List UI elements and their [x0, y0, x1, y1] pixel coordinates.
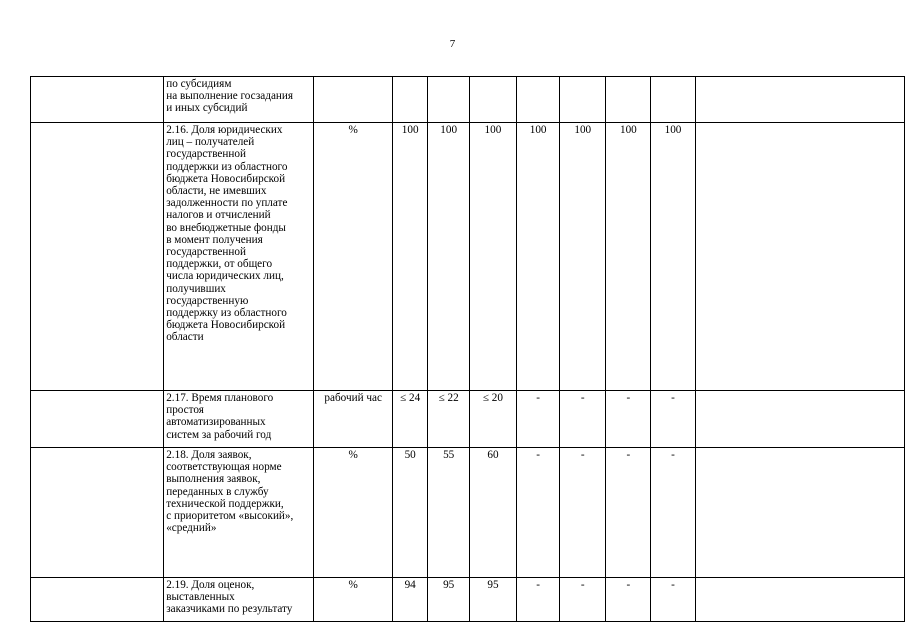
unit-cell — [314, 77, 392, 123]
indicators-table — [30, 76, 905, 622]
table-row — [31, 77, 905, 123]
value-cell: 100 — [560, 123, 606, 391]
unit-cell: % — [314, 448, 392, 578]
indicator-name-cell: 2.18. Доля заявок, соответствующая норме выполнения заявок, переданных в службу технической поддержки, с приоритетом «высокий», «средний» — [164, 448, 314, 578]
value-cell: 95 — [428, 578, 469, 622]
page-number: 7 — [449, 38, 456, 50]
value-cell: - — [606, 578, 651, 622]
indicator-name-cell: 2.19. Доля оценок, выставленных заказчиками по результату — [164, 578, 314, 622]
unit-cell: рабочий час — [314, 391, 392, 448]
note-cell — [695, 448, 904, 578]
value-cell — [651, 77, 695, 123]
row-number-cell — [31, 391, 164, 448]
value-cell: - — [651, 578, 695, 622]
note-cell — [695, 77, 904, 123]
value-cell: - — [517, 448, 560, 578]
table-row — [31, 391, 905, 448]
value-cell: - — [517, 391, 560, 448]
value-cell: 95 — [469, 578, 516, 622]
indicator-name-cell: 2.17. Время планового простоя автоматизированных систем за рабочий год — [164, 391, 314, 448]
value-cell: - — [517, 578, 560, 622]
unit-cell: % — [314, 123, 392, 391]
value-cell: 100 — [469, 123, 516, 391]
value-cell: 55 — [428, 448, 469, 578]
value-cell: 100 — [606, 123, 651, 391]
table-row — [31, 578, 905, 622]
row-number-cell — [31, 578, 164, 622]
value-cell: ≤ 22 — [428, 391, 469, 448]
value-cell: ≤ 24 — [392, 391, 428, 448]
note-cell — [695, 123, 904, 391]
value-cell — [606, 77, 651, 123]
table-row — [31, 448, 905, 578]
value-cell: - — [606, 391, 651, 448]
table-row — [31, 123, 905, 391]
value-cell: 94 — [392, 578, 428, 622]
value-cell — [560, 77, 606, 123]
value-cell: 100 — [651, 123, 695, 391]
value-cell: ≤ 20 — [469, 391, 516, 448]
value-cell: 100 — [428, 123, 469, 391]
value-cell: 100 — [392, 123, 428, 391]
indicator-name-cell: 2.16. Доля юридических лиц – получателей государственной поддержки из областного бюджета Новосибирской области, не имевших задолженности по уплате налогов и отчислений во внебюджетные фонды в момент получения государственной поддержки, от общего числа юридических лиц, получивших государственную поддержку из областного бюджета Новосибирской области — [164, 123, 314, 391]
row-number-cell — [31, 448, 164, 578]
value-cell: - — [560, 391, 606, 448]
value-cell: - — [651, 448, 695, 578]
value-cell: 60 — [469, 448, 516, 578]
value-cell — [469, 77, 516, 123]
unit-cell: % — [314, 578, 392, 622]
row-number-cell — [31, 123, 164, 391]
value-cell — [428, 77, 469, 123]
row-number-cell — [31, 77, 164, 123]
value-cell: 50 — [392, 448, 428, 578]
indicator-name-cell: по субсидиям на выполнение госзадания и иных субсидий — [164, 77, 314, 123]
value-cell: - — [560, 448, 606, 578]
value-cell: - — [606, 448, 651, 578]
value-cell — [392, 77, 428, 123]
value-cell — [517, 77, 560, 123]
note-cell — [695, 578, 904, 622]
value-cell: - — [651, 391, 695, 448]
value-cell: 100 — [517, 123, 560, 391]
value-cell: - — [560, 578, 606, 622]
note-cell — [695, 391, 904, 448]
